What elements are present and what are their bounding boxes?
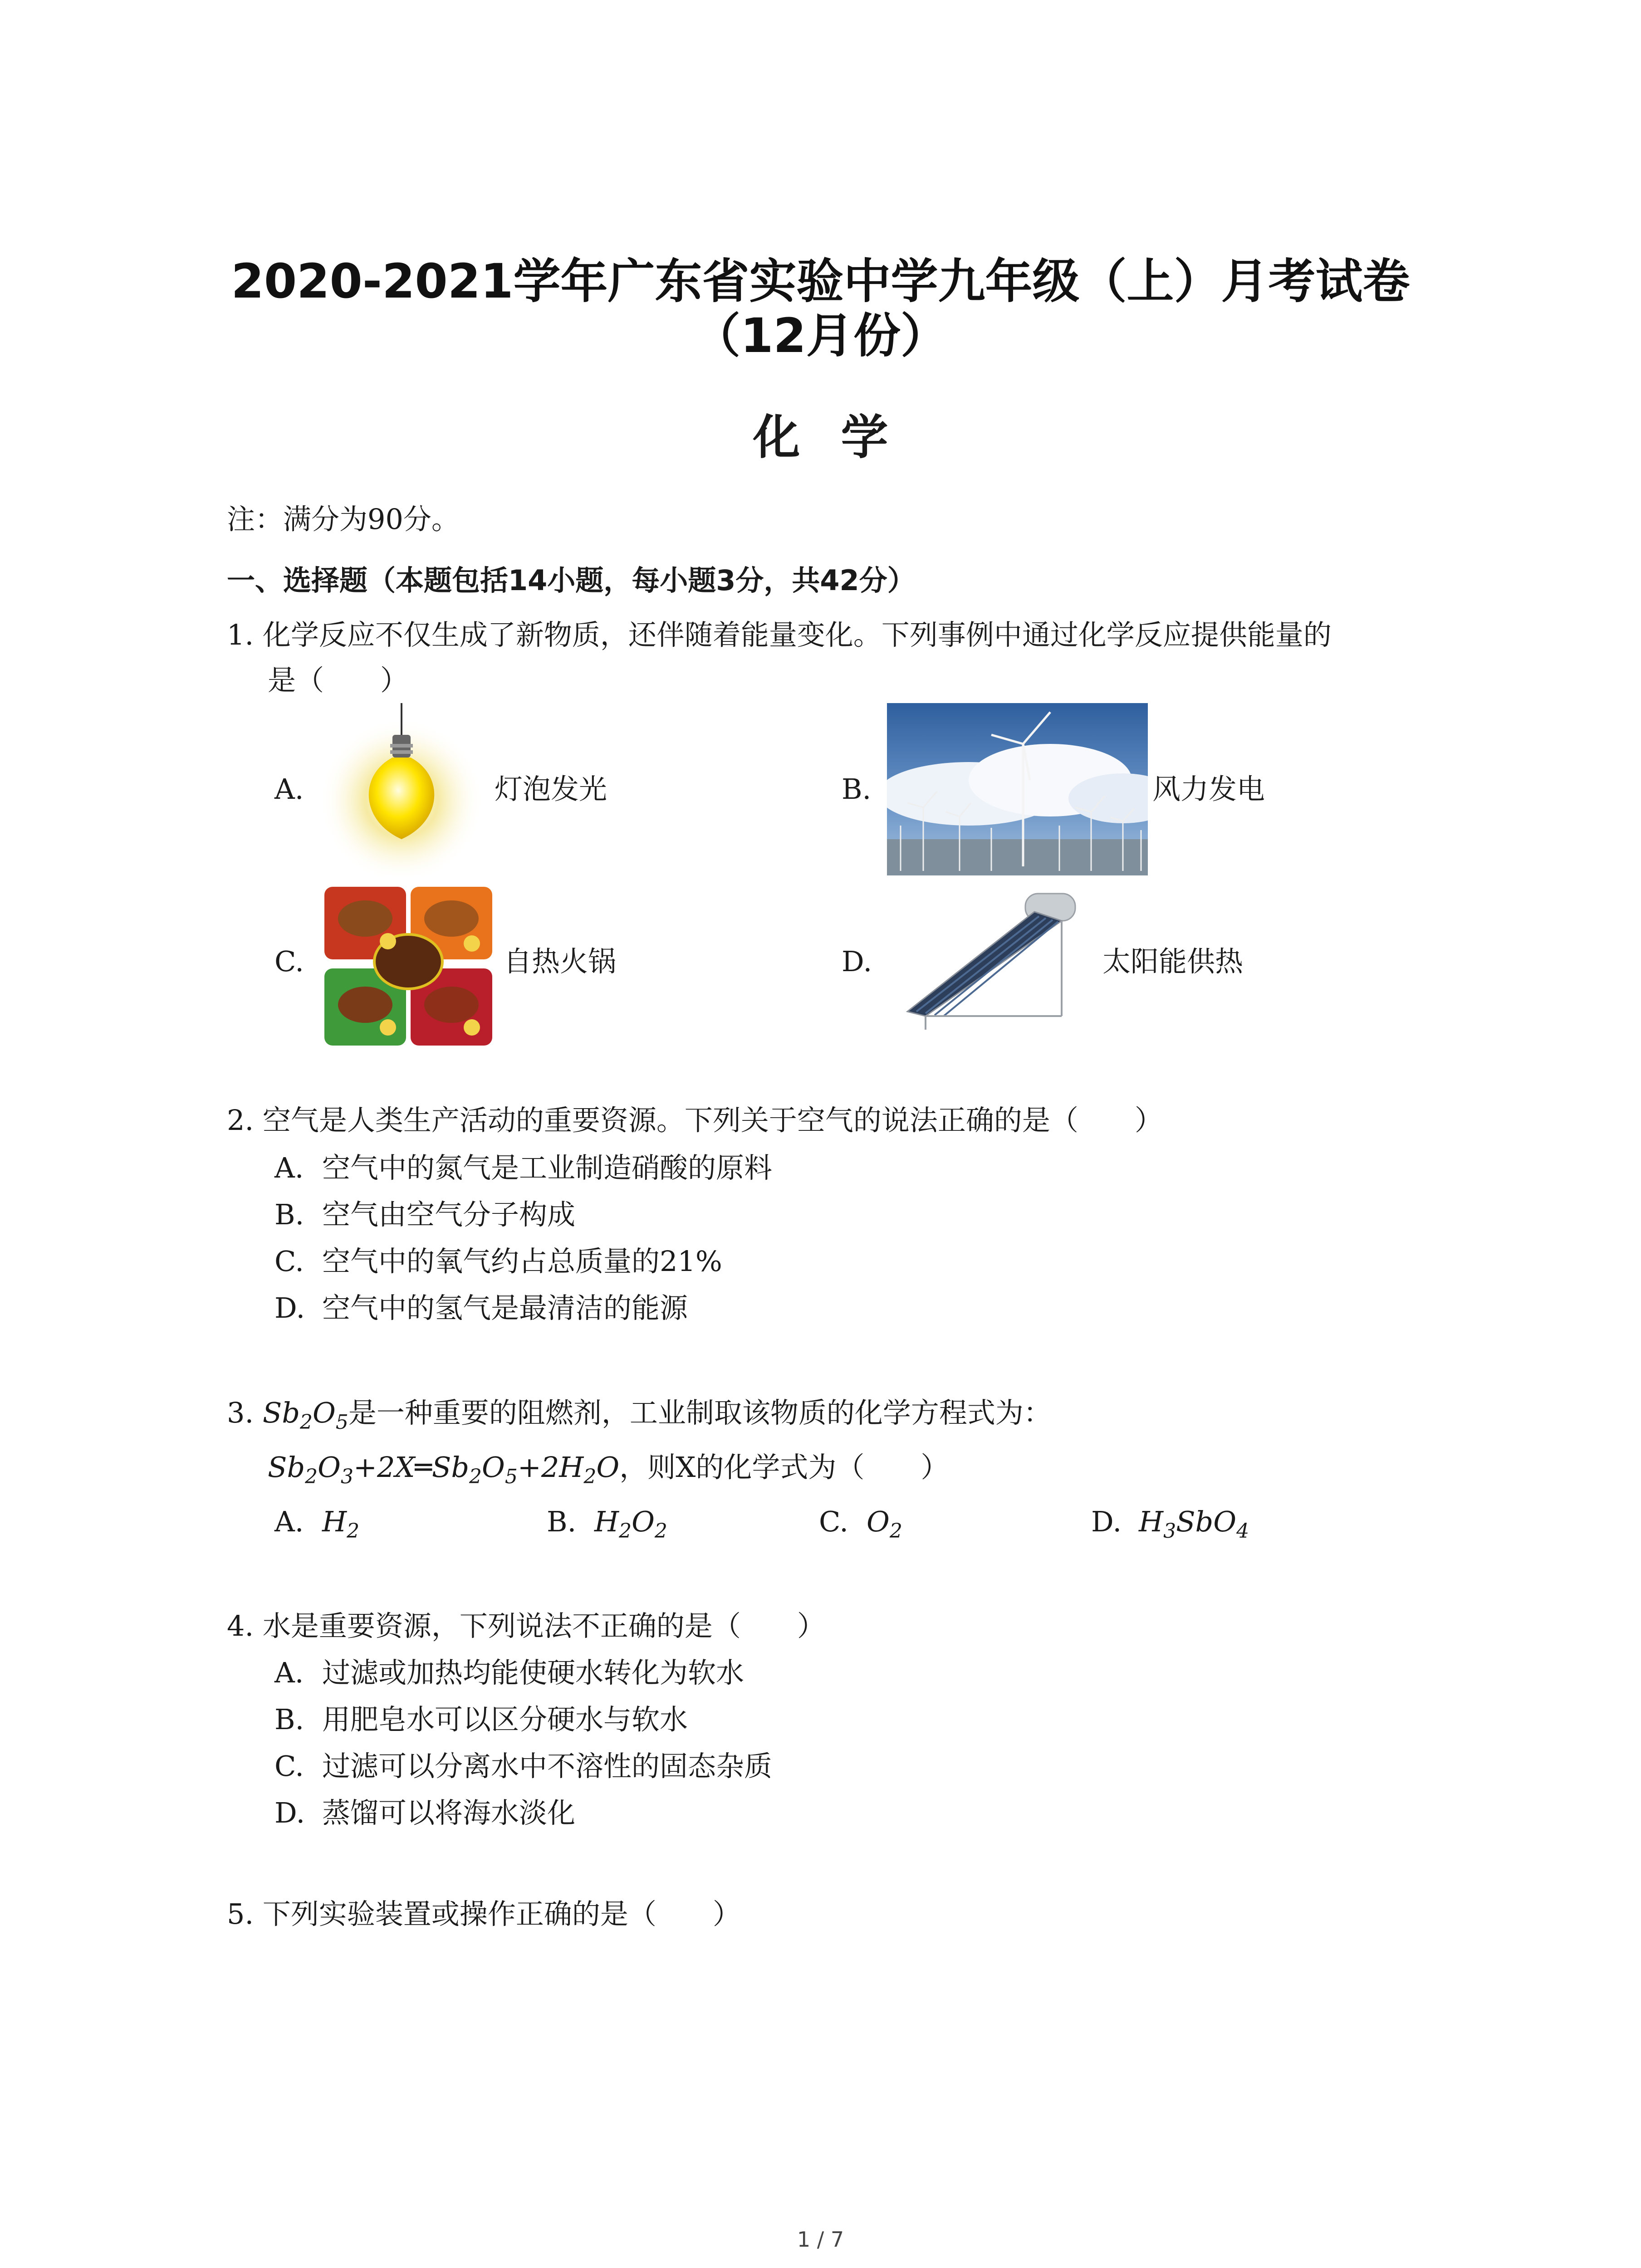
question-3-stem (227, 1395, 1052, 1441)
question-3-equation-text: ，则X的化学式为（ ） (619, 1451, 949, 1484)
q4-option-b-text: 用肥皂水可以区分硬水与软水 (322, 1703, 688, 1736)
q4-option-a-letter: A. (274, 1656, 304, 1689)
section-heading: 一、选择题（本题包括14小题，每小题3分，共42分） (227, 564, 916, 597)
q2-option-b-letter: B. (274, 1198, 304, 1231)
q4-option-b-letter: B. (274, 1703, 304, 1736)
question-3-stem-text: 是一种重要的阻燃剂，工业制取该物质的化学方程式为： (348, 1396, 1052, 1429)
q2-option-d-letter: D. (274, 1291, 305, 1325)
q1-option-c-text: 自热火锅 (504, 945, 617, 978)
q3-option-a-formula: $H_2$ (322, 1505, 360, 1543)
q1-option-a-letter: A. (274, 772, 304, 806)
q2-option-a-text: 空气中的氮气是工业制造硝酸的原料 (322, 1151, 773, 1184)
page-number: 1 / 7 (797, 2227, 844, 2252)
chemical-equation: $Sb_2O_3+2X═Sb_2O_5+2H_2O$ (268, 1451, 620, 1488)
question-5-stem: 5. 下列实验装置或操作正确的是（ ） (227, 1897, 741, 1931)
q4-option-d-text: 蒸馏可以将海水淡化 (322, 1796, 576, 1829)
light-bulb-image (318, 703, 485, 875)
score-note: 注：满分为90分。 (227, 503, 460, 536)
q2-option-a-letter: A. (274, 1151, 304, 1184)
q1-option-d-letter: D. (842, 945, 872, 978)
q4-option-c-text: 过滤可以分离水中不溶性的固态杂质 (322, 1750, 773, 1783)
q3-option-d-letter: D. (1091, 1505, 1122, 1538)
q2-option-b-text: 空气由空气分子构成 (322, 1198, 576, 1231)
exam-title-line2: （12月份） (693, 308, 948, 363)
exam-title-line1: 2020-2021学年广东省实验中学九年级（上）月考试卷 (231, 254, 1410, 309)
question-2-stem: 2. 空气是人类生产活动的重要资源。下列关于空气的说法正确的是（ ） (227, 1104, 1163, 1137)
q3-option-d-formula: $H_3SbO_4$ (1139, 1505, 1249, 1543)
q1-option-d-text: 太阳能供热 (1102, 945, 1244, 978)
q3-option-a-letter: A. (274, 1505, 304, 1538)
question-1-stem: 1. 化学反应不仅生成了新物质，还伴随着能量变化。下列事例中通过化学反应提供能量的 (227, 618, 1332, 651)
self-heating-hotpot-image (320, 882, 497, 1050)
solar-water-heater-image (889, 885, 1084, 1034)
subject-heading: 化学 (753, 410, 929, 465)
q3-option-b-formula: $H_2O_2$ (594, 1505, 667, 1543)
q4-option-c-letter: C. (274, 1750, 304, 1783)
formula-sb2o5: $Sb_2O_5$ (262, 1396, 348, 1434)
question-1-stem-cont: 是（ ） (268, 664, 409, 697)
wind-turbines-image (887, 703, 1148, 875)
q2-option-c-text: 空气中的氧气约占总质量的21% (322, 1245, 722, 1278)
q4-option-d-letter: D. (274, 1796, 305, 1829)
question-4-stem: 4. 水是重要资源，下列说法不正确的是（ ） (227, 1609, 825, 1642)
q4-option-a-text: 过滤或加热均能使硬水转化为软水 (322, 1656, 745, 1689)
q1-option-b-letter: B. (842, 772, 872, 806)
question-3-equation (268, 1449, 949, 1495)
q1-option-c-letter: C. (274, 945, 304, 978)
q3-option-b-letter: B. (547, 1505, 577, 1538)
q1-option-b-text: 风力发电 (1152, 772, 1265, 806)
q2-option-c-letter: C. (274, 1245, 304, 1278)
q3-option-c-letter: C. (819, 1505, 848, 1538)
q2-option-d-text: 空气中的氢气是最清洁的能源 (322, 1291, 688, 1325)
q3-option-c-formula: $O_2$ (867, 1505, 902, 1543)
question-3-number: 3. (227, 1396, 254, 1429)
q1-option-a-text: 灯泡发光 (495, 772, 607, 806)
